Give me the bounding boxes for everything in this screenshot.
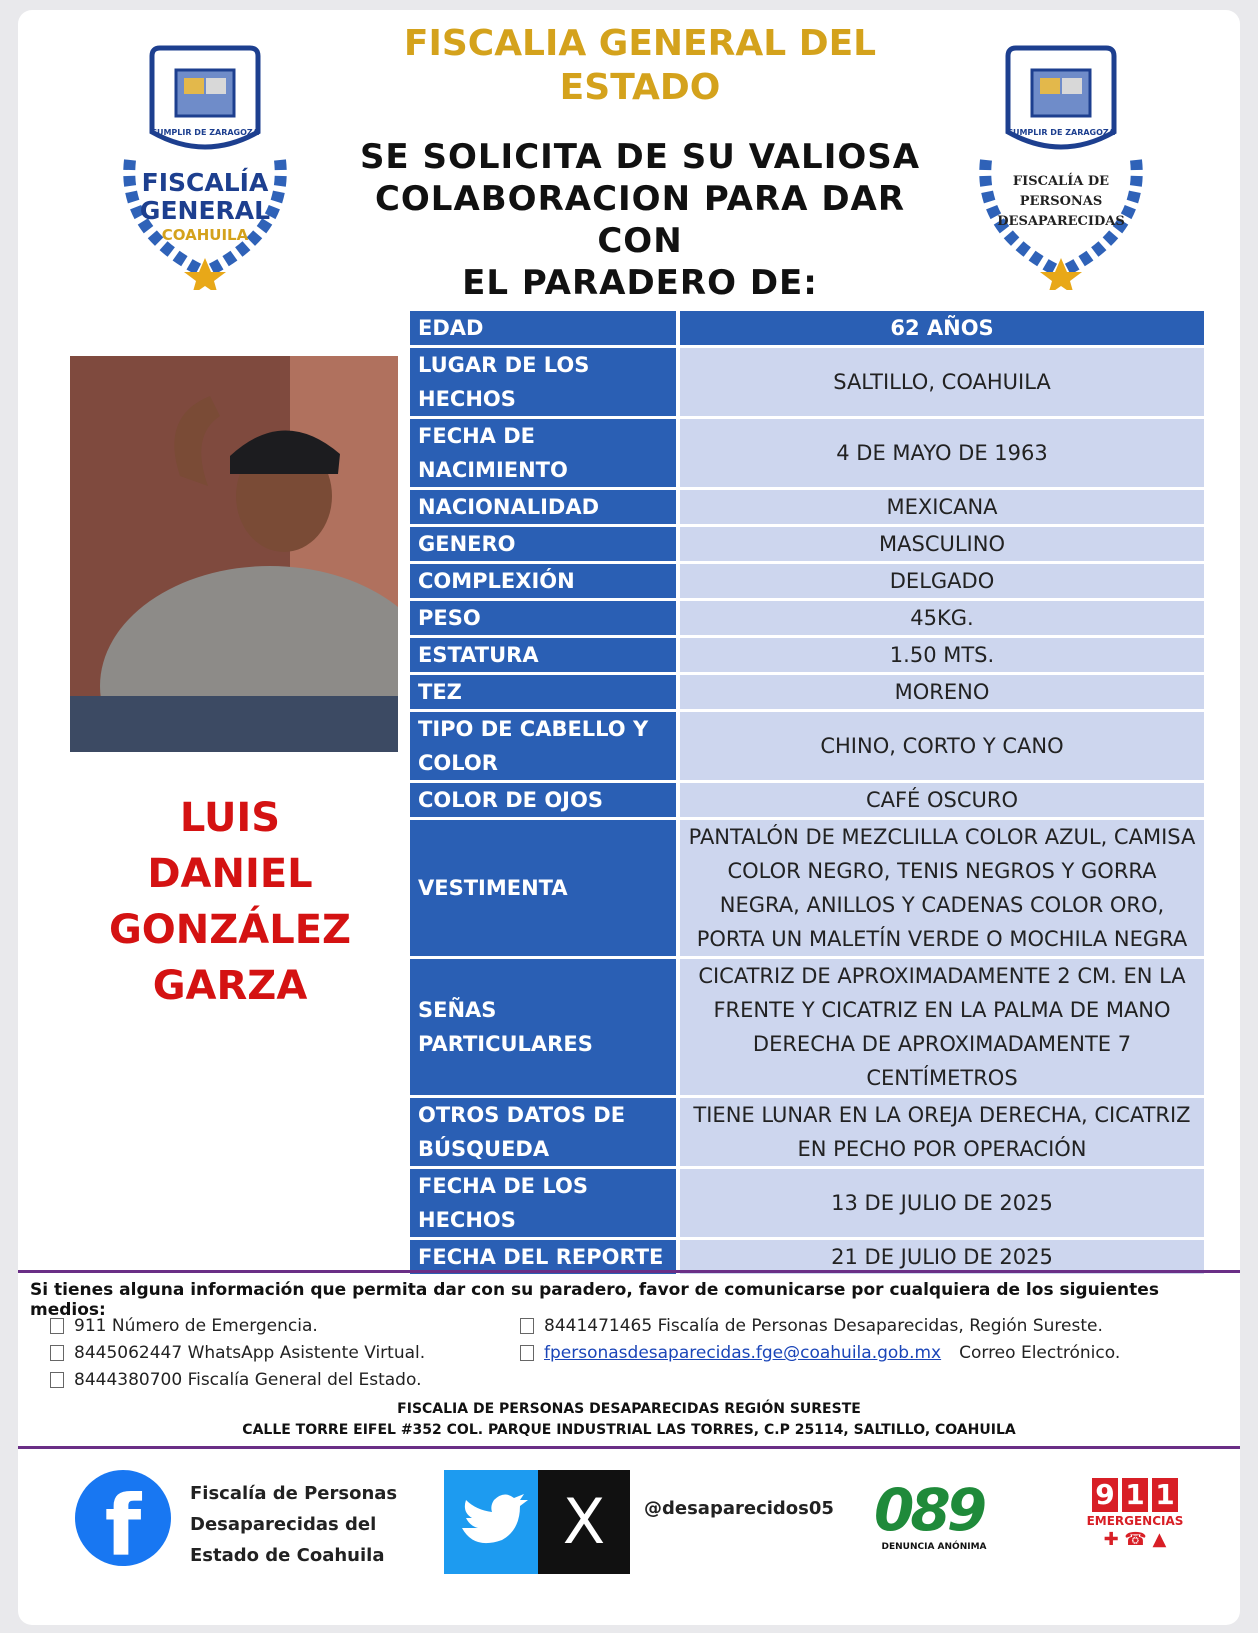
table-row: [410, 638, 1204, 672]
bullet-icon: [50, 1372, 64, 1388]
bullet-icon: [50, 1345, 64, 1361]
request-heading-line2: COLABORACION PARA DAR CON: [374, 179, 906, 261]
row-label: ESTATURA: [410, 638, 680, 672]
personas-desaparecidas-seal: [956, 40, 1166, 290]
laurel-wreath-icon: [100, 40, 310, 290]
contact-item: [50, 1370, 421, 1390]
request-heading: [330, 136, 950, 304]
emergency-number: [1075, 1478, 1195, 1512]
emergency-digit: 1: [1152, 1478, 1178, 1512]
row-value: DELGADO: [680, 564, 1204, 598]
row-label: SEÑAS PARTICULARES: [410, 959, 680, 1095]
row-value: CHINO, CORTO Y CANO: [680, 712, 1204, 780]
bullet-icon: [520, 1345, 534, 1361]
table-row: [410, 1098, 1204, 1166]
seal-line2: GENERAL: [139, 196, 271, 225]
table-row: [410, 1240, 1204, 1274]
name-line1: LUIS: [179, 795, 281, 841]
table-row: [410, 311, 1204, 345]
request-heading-line1: SE SOLICITA DE SU VALIOSA: [359, 137, 921, 177]
agency-title: [330, 22, 950, 110]
row-label: COLOR DE OJOS: [410, 783, 680, 817]
name-line4: GARZA: [152, 963, 308, 1009]
row-value: 1.50 MTS.: [680, 638, 1204, 672]
row-value: PANTALÓN DE MEZCLILLA COLOR AZUL, CAMISA COLOR NEGRO, TENIS NEGROS Y GORRA NEGRA, ANILLOS Y CADENAS COLOR ORO, PORTA UN MALETÍN VERDE O MOCHILA NEGRA: [680, 820, 1204, 956]
twitter-bird-icon[interactable]: [444, 1470, 538, 1574]
emergency-digit: 9: [1092, 1478, 1118, 1512]
row-value: CAFÉ OSCURO: [680, 783, 1204, 817]
facebook-icon[interactable]: f: [75, 1470, 171, 1566]
divider-top: [18, 1270, 1240, 1273]
table-row: [410, 1169, 1204, 1237]
contact-item: [520, 1316, 1103, 1336]
social-handle: @desaparecidos05: [644, 1498, 834, 1519]
divider-bottom: [18, 1446, 1240, 1449]
row-value: 45KG.: [680, 601, 1204, 635]
table-row: [410, 348, 1204, 416]
row-value: MEXICANA: [680, 490, 1204, 524]
row-label: TIPO DE CABELLO Y COLOR: [410, 712, 680, 780]
denuncia-caption: DENUNCIA ANÓNIMA: [881, 1542, 987, 1552]
seal-line2: PERSONAS: [1019, 194, 1103, 209]
table-row: [410, 419, 1204, 487]
contact-text: 8444380700 Fiscalía General del Estado.: [74, 1370, 422, 1390]
name-line3: GONZÁLEZ: [108, 907, 352, 953]
row-label: PESO: [410, 601, 680, 635]
emergency-service-icons: ✚ ☎ ▲: [1103, 1529, 1167, 1550]
row-value: 21 DE JULIO DE 2025: [680, 1240, 1204, 1274]
fb-line1: Fiscalía de Personas: [190, 1483, 398, 1504]
contact-item: [50, 1316, 318, 1336]
seal-line1: FISCALÍA: [141, 168, 269, 197]
seal-line3: COAHUILA: [161, 226, 249, 244]
seal-banner: CUMPLIR DE ZARAGOZA: [151, 128, 259, 137]
emergencias-911-logo: [1075, 1478, 1195, 1568]
table-row: [410, 564, 1204, 598]
row-label: FECHA DEL REPORTE: [410, 1240, 680, 1274]
contact-item: [520, 1343, 1120, 1363]
office-address: CALLE TORRE EIFEL #352 COL. PARQUE INDUSTRIAL LAS TORRES, C.P 25114, SALTILLO, COAHUILA: [242, 1422, 1016, 1438]
row-label: EDAD: [410, 311, 680, 345]
row-value: 4 DE MAYO DE 1963: [680, 419, 1204, 487]
name-line2: DANIEL: [147, 851, 313, 897]
seal-line3: DESAPARECIDAS: [997, 214, 1125, 229]
row-value: 62 AÑOS: [680, 311, 1204, 345]
table-row: [410, 601, 1204, 635]
person-details-table: [410, 308, 1204, 1277]
table-row: [410, 712, 1204, 780]
row-value: MASCULINO: [680, 527, 1204, 561]
contact-text: 911 Número de Emergencia.: [74, 1316, 318, 1336]
table-row: [410, 783, 1204, 817]
row-label: OTROS DATOS DE BÚSQUEDA: [410, 1098, 680, 1166]
contact-text: 8441471465 Fiscalía de Personas Desaparecidas, Región Sureste.: [544, 1316, 1103, 1336]
facebook-page-name: [190, 1478, 397, 1571]
row-label: COMPLEXIÓN: [410, 564, 680, 598]
denuncia-number: 089: [874, 1476, 984, 1544]
request-heading-line3: EL PARADERO DE:: [462, 263, 818, 303]
emergency-caption: EMERGENCIAS: [1086, 1514, 1184, 1528]
denuncia-anonima-logo: [874, 1478, 994, 1562]
seal-banner: CUMPLIR DE ZARAGOZA: [1007, 128, 1115, 137]
bullet-icon: [520, 1318, 534, 1334]
row-value: MORENO: [680, 675, 1204, 709]
laurel-wreath-icon: [956, 40, 1166, 290]
office-name: FISCALIA DE PERSONAS DESAPARECIDAS REGIÓN SURESTE: [397, 1401, 861, 1417]
contact-text: 8445062447 WhatsApp Asistente Virtual.: [74, 1343, 426, 1363]
contact-heading: Si tienes alguna información que permita dar con su paradero, favor de comunicarse por cualquiera de los siguientes medios:: [30, 1280, 1159, 1320]
agency-title-line2: ESTADO: [559, 67, 721, 108]
email-label: Correo Electrónico.: [959, 1343, 1121, 1363]
row-label: VESTIMENTA: [410, 820, 680, 956]
row-label: LUGAR DE LOS HECHOS: [410, 348, 680, 416]
row-label: FECHA DE NACIMIENTO: [410, 419, 680, 487]
row-value: SALTILLO, COAHUILA: [680, 348, 1204, 416]
table-row: [410, 527, 1204, 561]
row-value: TIENE LUNAR EN LA OREJA DERECHA, CICATRIZ EN PECHO POR OPERACIÓN: [680, 1098, 1204, 1166]
table-row: [410, 959, 1204, 1095]
missing-person-photo: [70, 356, 398, 752]
email-link[interactable]: fpersonasdesaparecidas.fge@coahuila.gob.mx: [544, 1343, 942, 1363]
row-label: FECHA DE LOS HECHOS: [410, 1169, 680, 1237]
table-row: [410, 675, 1204, 709]
row-label: TEZ: [410, 675, 680, 709]
fb-line2: Desaparecidas del: [190, 1514, 377, 1535]
seal-line1: FISCALÍA DE: [1012, 174, 1110, 189]
fb-line3: Estado de Coahuila: [190, 1545, 385, 1566]
table-row: [410, 820, 1204, 956]
x-logo-icon[interactable]: X: [538, 1470, 630, 1574]
missing-person-name: [70, 790, 390, 1014]
row-label: GENERO: [410, 527, 680, 561]
agency-title-line1: FISCALIA GENERAL DEL: [403, 23, 877, 64]
emergency-digit: 1: [1122, 1478, 1148, 1512]
row-label: NACIONALIDAD: [410, 490, 680, 524]
row-value: CICATRIZ DE APROXIMADAMENTE 2 CM. EN LA FRENTE Y CICATRIZ EN LA PALMA DE MANO DERECHA DE APROXIMADAMENTE 7 CENTÍMETROS: [680, 959, 1204, 1095]
bullet-icon: [50, 1318, 64, 1334]
row-value: 13 DE JULIO DE 2025: [680, 1169, 1204, 1237]
contact-item: [50, 1343, 425, 1363]
table-row: [410, 490, 1204, 524]
fiscalia-general-seal: [100, 40, 310, 290]
